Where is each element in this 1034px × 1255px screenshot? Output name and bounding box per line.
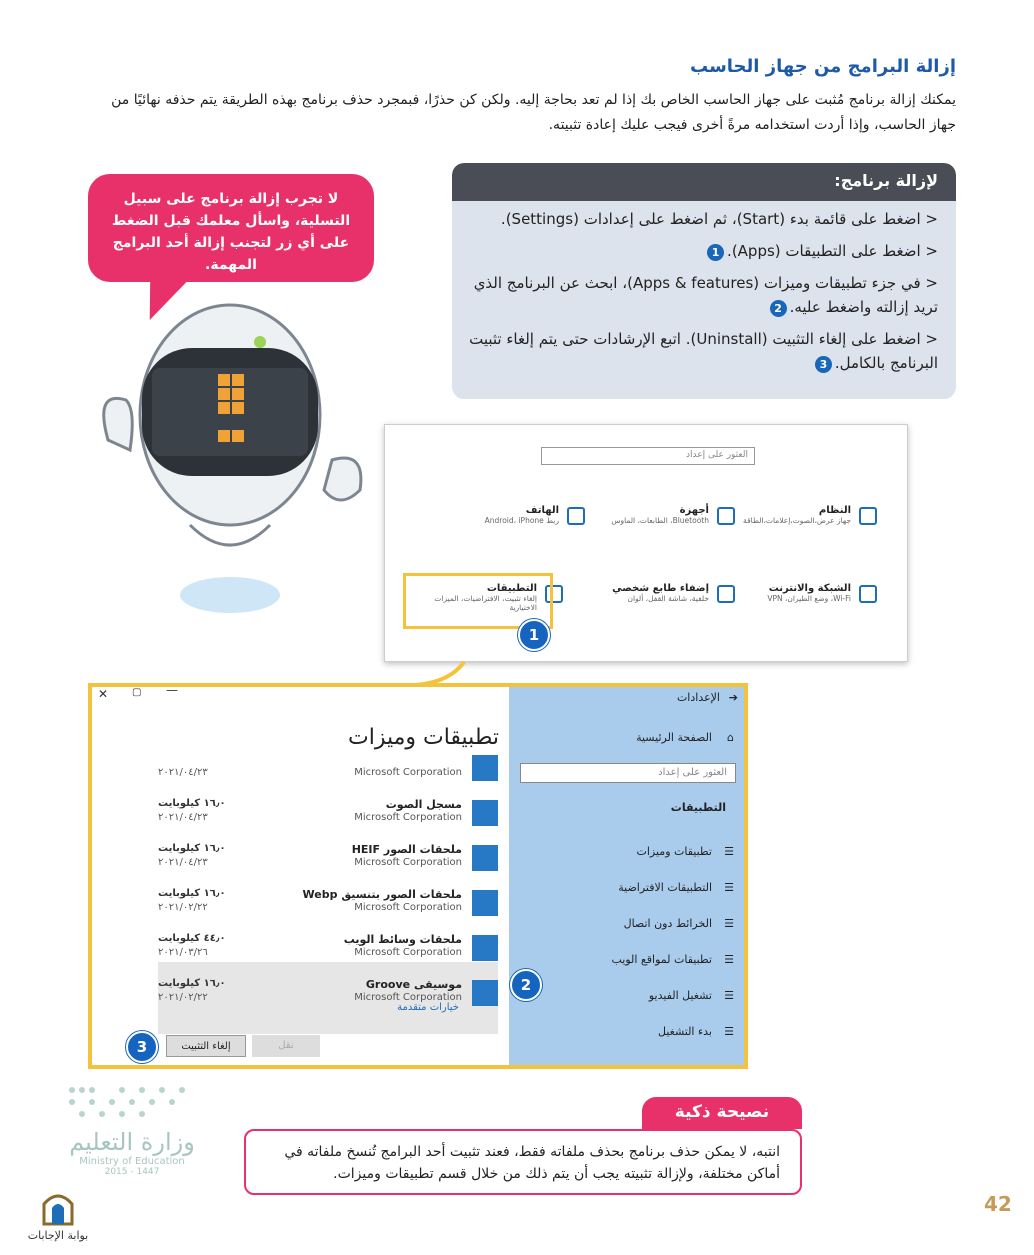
step-item: < اضغط على قائمة بدء (Start)، ثم اضغط على إعدادات (Settings). — [500, 210, 938, 228]
advanced-options-link[interactable]: خيارات متقدمة — [397, 1002, 459, 1013]
app-icon — [472, 890, 498, 916]
apps-features-window — [88, 683, 748, 1069]
close-icon[interactable]: ✕ — [98, 687, 109, 701]
section-title: إزالة البرامج من جهاز الحاسب — [690, 56, 956, 77]
settings-screenshot — [384, 424, 908, 662]
settings-tile[interactable] — [585, 505, 735, 525]
app-size: ١٦٫٠ كيلوبايت — [158, 843, 226, 854]
step-text: في جزء تطبيقات وميزات (Apps & features)، ابحث عن البرنامج الذي تريد إزالته واضغط عليه. — [473, 274, 938, 316]
app-publisher: Microsoft Corporation — [354, 857, 462, 868]
ministry-logo — [62, 1084, 202, 1177]
tip-text: انتبه، لا يمكن حذف برنامج بحذف ملفاته فقط، فعند تثبيت أحد البرامج تُنسخ ملفاته في أماكن مختلفة، ولإزالة تثبيته يجب أن يتم ذلك من خلال قسم تطبيقات وميزات. — [244, 1129, 802, 1195]
app-date: ٢٠٢١/٠٣/٢٦ — [158, 947, 208, 958]
app-size: ١٦٫٠ كيلوبايت — [158, 798, 226, 809]
app-publisher: Microsoft Corporation — [354, 992, 462, 1003]
logo-text: بوابة الإجابات — [27, 1229, 89, 1242]
app-date: ٢٠٢١/٠٢/٢٢ — [158, 902, 208, 913]
app-date: ٢٠٢١/٠٤/٢٣ — [158, 857, 208, 868]
tile-subtitle: جهاز عرض،الصوت،إعلامات،الطاقة — [743, 516, 851, 525]
tile-subtitle: خلفية، شاشة القفل، ألوان — [627, 594, 709, 603]
tip-heading: نصيحة ذكية — [642, 1097, 802, 1129]
nav-item-icon: ☰ — [724, 953, 734, 966]
gate-icon — [38, 1186, 78, 1226]
settings-tile[interactable] — [727, 583, 877, 603]
app-row[interactable] — [158, 749, 498, 793]
ministry-name-en: Ministry of Education — [79, 1156, 185, 1167]
app-size: ١٦٫٠ كيلوبايت — [158, 978, 226, 989]
minimize-icon[interactable]: — — [166, 683, 178, 697]
app-publisher: Microsoft Corporation — [354, 902, 462, 913]
step-text: اضغط على التطبيقات (Apps). — [727, 242, 921, 260]
settings-tile[interactable] — [585, 583, 735, 603]
app-name: ملحقات وسائط الويب — [343, 933, 462, 946]
uninstall-button[interactable]: إلغاء التثبيت — [166, 1035, 246, 1057]
app-row[interactable] — [158, 839, 498, 883]
sidebar-search-input[interactable]: العثور على إعداد — [520, 763, 736, 783]
callout-3: 3 — [126, 1031, 158, 1063]
app-name: ملحقات الصور HEIF — [351, 843, 462, 856]
app-publisher: Microsoft Corporation — [354, 947, 462, 958]
settings-sidebar — [509, 687, 744, 1065]
settings-tile[interactable] — [727, 505, 877, 525]
app-name: ملحقات الصور بتنسيق Webp — [302, 888, 462, 901]
tile-title: أجهزة — [679, 505, 709, 516]
app-row[interactable] — [158, 794, 498, 838]
app-row[interactable] — [158, 884, 498, 928]
ministry-name-ar: وزارة التعليم — [69, 1128, 195, 1156]
step-item: < اضغط على إلغاء التثبيت (Uninstall). اتبع الإرشادات حتى يتم إلغاء تثبيت البرنامج بالكامل.3 — [469, 330, 938, 372]
apps-main-panel — [92, 683, 509, 1065]
app-icon — [472, 755, 498, 781]
app-icon — [472, 800, 498, 826]
sidebar-nav-item[interactable]: بدء التشغيل — [657, 1025, 712, 1038]
nav-item-icon: ☰ — [724, 845, 734, 858]
step-number-badge: 3 — [815, 356, 832, 373]
app-row[interactable] — [158, 929, 498, 973]
app-icon — [472, 935, 498, 961]
tile-subtitle: إلغاء تثبيت، الافتراضيات، الميزات الاختيارية — [434, 594, 537, 612]
back-label[interactable]: الإعدادات — [676, 691, 720, 704]
steps-heading: لإزالة برنامج: — [452, 163, 956, 201]
tile-title: الهاتف — [525, 505, 559, 516]
app-date: ٢٠٢١/٠٤/٢٣ — [158, 812, 208, 823]
answers-gate-logo — [18, 1186, 98, 1242]
step-item: < اضغط على التطبيقات (Apps).1 — [466, 239, 938, 263]
step-text: اضغط على إلغاء التثبيت (Uninstall). اتبع الإرشادات حتى يتم إلغاء تثبيت البرنامج بالكامل. — [469, 330, 938, 372]
app-name: موسيقى Groove — [365, 978, 462, 991]
nav-item-icon: ☰ — [724, 989, 734, 1002]
home-link[interactable]: الصفحة الرئيسية — [636, 731, 712, 744]
sidebar-section-title: التطبيقات — [670, 801, 726, 814]
app-date: ٢٠٢١/٠٢/٢٢ — [158, 992, 208, 1003]
devices-icon — [717, 507, 735, 525]
apps-heading: تطبيقات وميزات — [348, 725, 499, 750]
robot-illustration — [80, 290, 380, 620]
app-publisher: Microsoft Corporation — [354, 812, 462, 823]
steps-box — [452, 163, 956, 399]
callout-2: 2 — [510, 969, 542, 1001]
step-item: < في جزء تطبيقات وميزات (Apps & features)، ابحث عن البرنامج الذي تريد إزالته واضغط عليه.2 — [473, 274, 938, 316]
page-number: 42 — [984, 1192, 1012, 1216]
nav-item-icon: ☰ — [724, 1025, 734, 1038]
sidebar-nav-item[interactable]: تطبيقات وميزات — [636, 845, 712, 858]
laptop-icon — [859, 507, 877, 525]
sidebar-nav-item[interactable]: التطبيقات الافتراضية — [618, 881, 712, 894]
app-icon — [472, 845, 498, 871]
tile-title: التطبيقات — [486, 583, 537, 594]
app-publisher: Microsoft Corporation — [354, 767, 462, 778]
step-number-badge: 1 — [707, 244, 724, 261]
sidebar-nav-item[interactable]: الخرائط دون اتصال — [623, 917, 712, 930]
sidebar-nav-item[interactable]: تطبيقات لمواقع الويب — [611, 953, 712, 966]
nav-item-icon: ☰ — [724, 881, 734, 894]
maximize-icon[interactable]: ▢ — [132, 687, 142, 698]
tile-subtitle: Bluetooth، الطابعات، الماوس — [611, 516, 709, 525]
tile-subtitle: Wi-Fi، وضع الطيران، VPN — [767, 594, 851, 603]
warning-bubble: لا تجرب إزالة برنامج على سبيل التسلية، واسأل معلمك قبل الضغط على أي زر لتجنب إزالة أحد البرامج المهمة. — [88, 174, 374, 282]
ministry-year: 2015 - 1447 — [104, 1167, 160, 1177]
personalize-icon — [717, 585, 735, 603]
home-icon: ⌂ — [727, 731, 734, 744]
app-date: ٢٠٢١/٠٤/٢٣ — [158, 767, 208, 778]
app-icon — [472, 980, 498, 1006]
nav-item-icon: ☰ — [724, 917, 734, 930]
ministry-dots-emblem — [62, 1084, 202, 1124]
tile-title: الشبكة والانترنت — [768, 583, 851, 594]
tile-subtitle: ربط Android، iPhone — [484, 516, 559, 525]
callout-1: 1 — [518, 619, 550, 651]
steps-list — [452, 201, 956, 375]
app-size: ٤٤٫٠ كيلوبايت — [158, 933, 226, 944]
back-arrow-icon[interactable]: ➔ — [728, 691, 738, 704]
intro-paragraph: يمكنك إزالة برنامج مُثبت على جهاز الحاسب الخاص بك إذا لم تعد بحاجة إليه. ولكن كن حذرًا، فبمجرد حذف برنامج بهذه الطريقة يتم حذفه نهائيًا من جهاز الحاسب، وإذا أردت استخدامه مرةً أخرى فيجب عليك إعادة تثبيته. — [111, 92, 956, 133]
app-size: ١٦٫٠ كيلوبايت — [158, 888, 226, 899]
settings-search-input[interactable]: العثور على إعداد — [541, 447, 755, 465]
sidebar-nav-item[interactable]: تشغيل الفيديو — [648, 989, 712, 1002]
tile-title: إضفاء طابع شخصي — [612, 583, 709, 594]
settings-tile[interactable] — [435, 505, 585, 525]
app-name: مسجل الصوت — [385, 798, 462, 811]
globe-icon — [859, 585, 877, 603]
step-number-badge: 2 — [770, 300, 787, 317]
tile-title: النظام — [818, 505, 851, 516]
step-text: اضغط على قائمة بدء (Start)، ثم اضغط على إعدادات (Settings). — [500, 210, 921, 228]
move-button[interactable]: نقل — [252, 1035, 320, 1057]
phone-icon — [567, 507, 585, 525]
